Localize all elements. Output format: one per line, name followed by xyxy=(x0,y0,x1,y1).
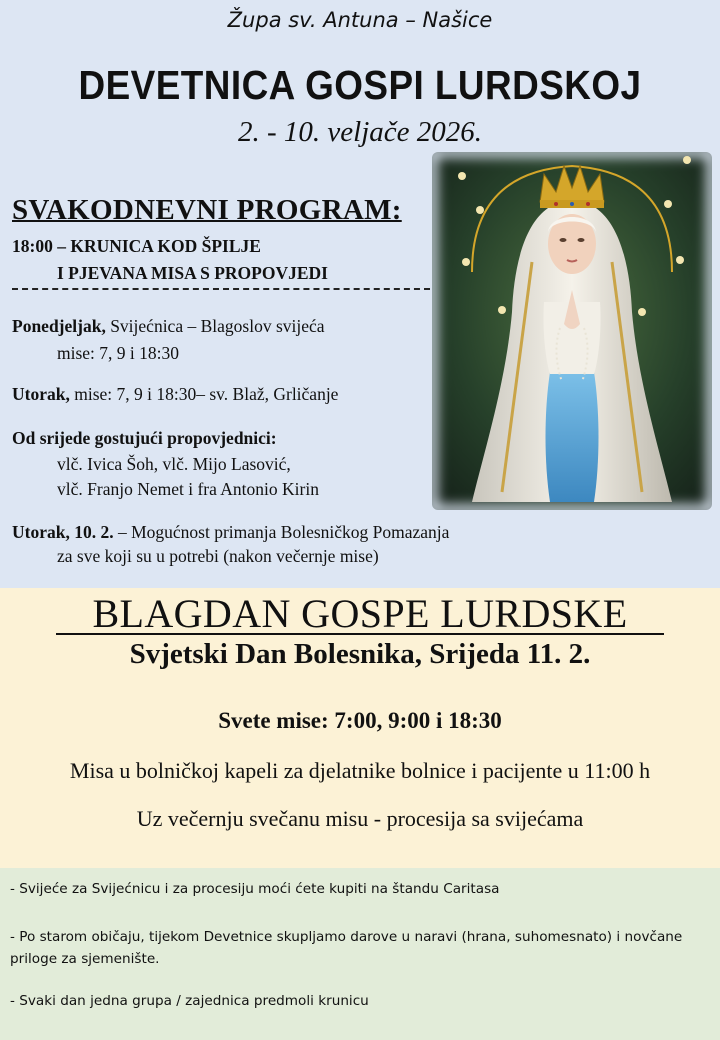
daily-program-line1: 18:00 – KRUNICA KOD ŠPILJE xyxy=(12,236,261,256)
hospital-mass: Misa u bolničkoj kapeli za djelatnike bolnice i pacijente u 11:00 h xyxy=(69,758,651,783)
entry-detail: za sve koji su u potrebi (nakon večernje mise) xyxy=(57,546,379,566)
feast-title: BLAGDAN GOSPE LURDSKE xyxy=(92,591,628,636)
statue-image xyxy=(432,152,712,510)
procession-note: Uz večernju svečanu misu - procesija sa svijećama xyxy=(136,806,584,831)
note-candles: - Svijeće za Svijećnicu i za procesiju moći ćete kupiti na štandu Caritasa xyxy=(10,881,500,897)
feast-masses: Svete mise: 7:00, 9:00 i 18:30 xyxy=(218,708,502,733)
entry-text: mise: 7, 9 i 18:30– sv. Blaž, Grličanje xyxy=(69,384,339,404)
program-entry-monday xyxy=(12,316,325,337)
novena-dates: 2. - 10. veljače 2026. xyxy=(237,116,482,148)
daily-program-line2: I PJEVANA MISA S PROPOVJEDI xyxy=(57,263,328,283)
entry-label: Utorak, xyxy=(12,384,70,404)
entry-text: – Mogućnost primanja Bolesničkog Pomazanja xyxy=(113,522,450,542)
entry-detail: vlč. Franjo Nemet i fra Antonio Kirin xyxy=(57,479,319,499)
entry-detail: vlč. Ivica Šoh, vlč. Mijo Lasović, xyxy=(57,454,291,474)
program-entry-preachers: Od srijede gostujući propovjednici: xyxy=(12,428,277,448)
program-entry-tuesday xyxy=(12,384,338,405)
program-entry-anointing xyxy=(12,522,449,543)
parish-name: Župa sv. Antuna – Našice xyxy=(227,8,493,32)
entry-detail: mise: 7, 9 i 18:30 xyxy=(57,343,180,363)
page-title: DEVETNICA GOSPI LURDSKOJ xyxy=(78,62,642,108)
feast-day: Svjetski Dan Bolesnika, Srijeda 11. 2. xyxy=(129,638,591,670)
feast-underline xyxy=(56,633,664,635)
entry-label: Ponedjeljak, xyxy=(12,316,106,336)
entry-label: Utorak, 10. 2. xyxy=(12,522,114,542)
divider xyxy=(12,288,430,290)
program-heading: SVAKODNEVNI PROGRAM: xyxy=(12,194,402,226)
note-donations: - Po starom običaju, tijekom Devetnice skupljamo darove u naravi (hrana, suhomesnato) i novčane priloge za sjemenište. xyxy=(10,929,683,967)
entry-text: Svijećnica – Blagoslov svijeća xyxy=(105,316,325,336)
note-rosary: - Svaki dan jedna grupa / zajednica predmoli krunicu xyxy=(10,993,369,1009)
